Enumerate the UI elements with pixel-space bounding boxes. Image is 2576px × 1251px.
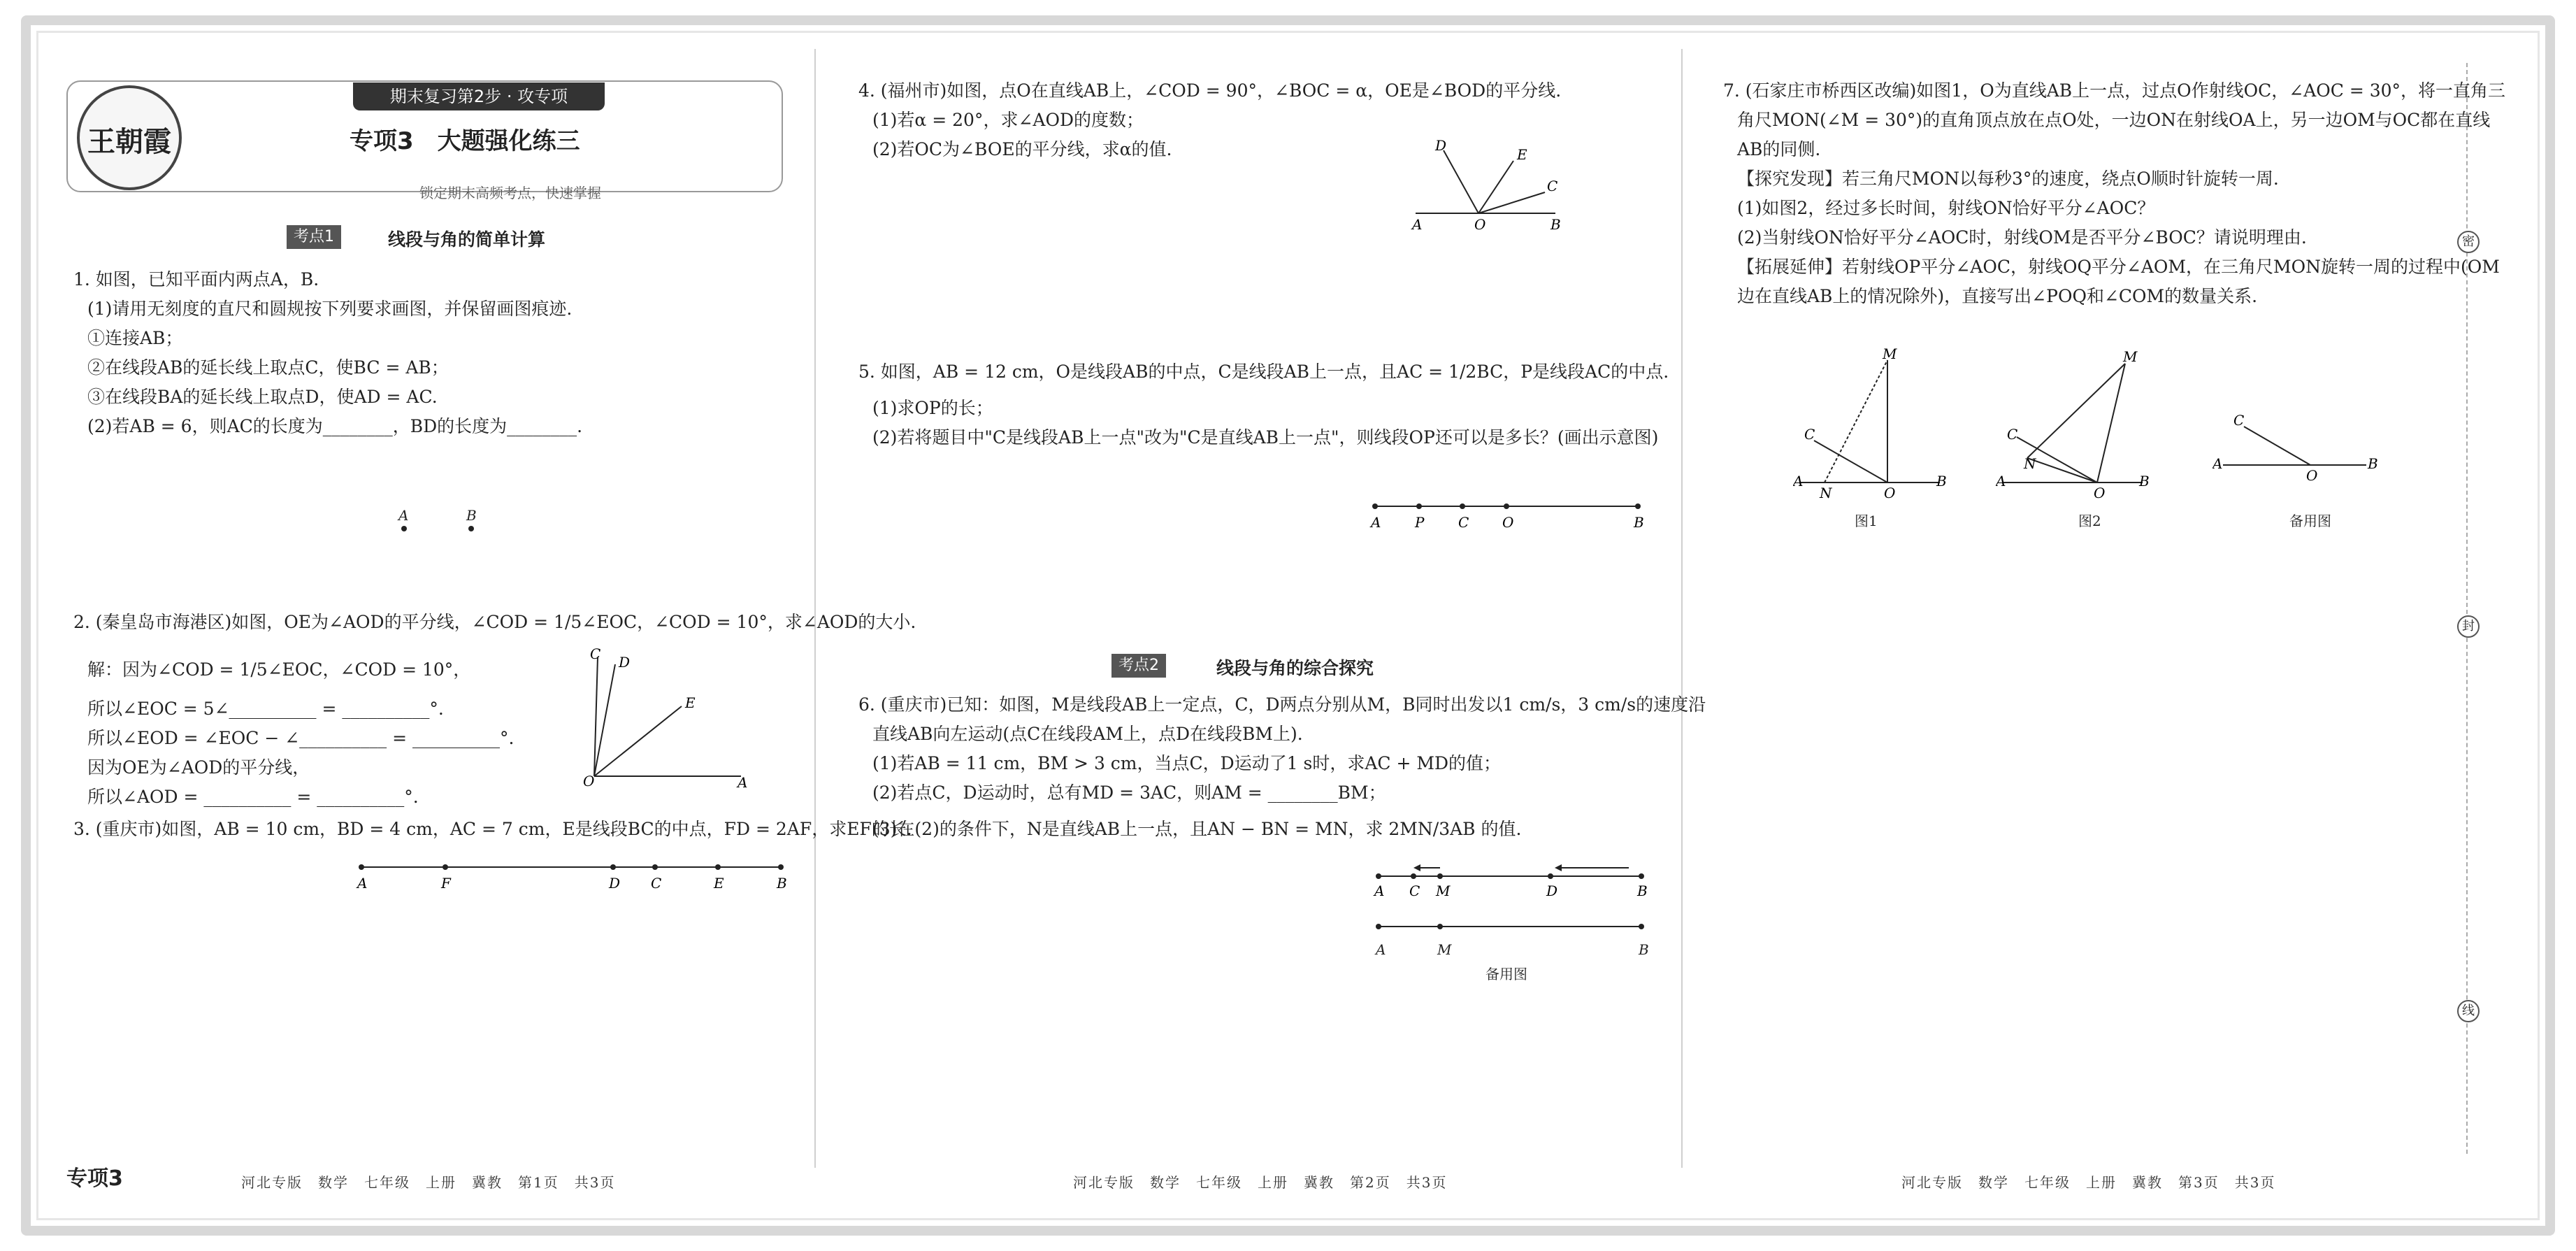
q5-line: (2)若将题目中"C是线段AB上一点"改为"C是直线AB上一点"，则线段OP还可以是多长？(画出示意图) <box>872 427 1659 448</box>
svg-text:B: B <box>1936 473 1947 489</box>
q1-line: 1. 如图，已知平面内两点A，B. <box>73 269 319 289</box>
svg-text:B: B <box>1634 514 1644 531</box>
spare-figure <box>2212 406 2380 489</box>
svg-text:B: B <box>1637 882 1648 899</box>
svg-text:B: B <box>777 875 787 892</box>
point-label: A <box>1376 941 1386 958</box>
svg-text:E: E <box>714 875 724 892</box>
svg-text:A: A <box>2212 455 2223 472</box>
point-b <box>468 526 474 531</box>
logo <box>77 85 182 190</box>
svg-text:P: P <box>1415 514 1425 531</box>
q4-line: (1)若α = 20°，求∠AOD的度数； <box>872 110 1144 130</box>
triangle-figure-2 <box>1996 346 2157 507</box>
svg-text:C: C <box>1547 178 1558 194</box>
svg-text:M: M <box>1883 346 1897 362</box>
section-tag: 考点2 <box>1111 654 1166 678</box>
triangle-figure-1 <box>1793 346 1954 507</box>
q5-line: 5. 如图，AB = 12 cm，O是线段AB的中点，C是线段AB上一点，且AC = 1/2BC，P是线段AC的中点. <box>858 362 1669 382</box>
section-title: 线段与角的简单计算 <box>388 229 546 250</box>
svg-text:A: A <box>1371 514 1381 531</box>
footer-page-1: 河北专版 数学 七年级 上册 冀教 第1页 共3页 <box>241 1174 616 1191</box>
q1-line: ②在线段AB的延长线上取点C，使BC = AB； <box>87 357 449 378</box>
segment-figure <box>1370 857 1657 941</box>
q7-line: 边在直线AB上的情况除外)，直接写出∠POQ和∠COM的数量关系. <box>1737 286 2258 306</box>
q1-line: (2)若AB = 6，则AC的长度为________，BD的长度为________. <box>87 416 583 436</box>
svg-text:B: B <box>2368 455 2378 472</box>
svg-text:C: C <box>1458 514 1469 531</box>
svg-text:M: M <box>2123 348 2138 365</box>
q2-line: 所以∠EOC = 5∠__________ = __________°. <box>87 699 444 719</box>
column-separator <box>1681 49 1683 1168</box>
svg-text:O: O <box>1502 514 1514 531</box>
svg-text:A: A <box>1374 882 1385 899</box>
q7-line: 【探究发现】若三角尺MON以每秒3°的速度，绕点O顺时针旋转一周. <box>1737 169 2279 189</box>
figure-caption: 备用图 <box>1485 966 1527 982</box>
q1-line: ①连接AB； <box>87 328 183 348</box>
svg-text:M: M <box>1436 882 1451 899</box>
q7-line: 【拓展延伸】若射线OP平分∠AOC，射线OQ平分∠AOM，在三角尺MON旋转一周的过程中(OM <box>1737 257 2500 277</box>
q7-line: 角尺MON(∠M = 30°)的直角顶点放在点O处，一边ON在射线OA上，另一边OM与OC都在直线 <box>1737 110 2491 130</box>
figure-caption: 图1 <box>1855 513 1878 529</box>
q5-line: (1)求OP的长； <box>872 398 993 418</box>
page-subtitle: 锁定期末高频考点，快速掌握 <box>419 185 601 201</box>
segment-figure <box>1367 498 1646 533</box>
q2-line: 因为OE为∠AOD的平分线， <box>87 757 310 778</box>
svg-text:C: C <box>1804 426 1815 443</box>
point-label: M <box>1437 941 1452 958</box>
section-title: 线段与角的综合探究 <box>1216 658 1374 678</box>
side-mark: 封 <box>2457 615 2480 638</box>
logo-text: 王朝霞 <box>87 125 171 158</box>
side-mark: 密 <box>2457 231 2480 253</box>
svg-text:O: O <box>1474 216 1486 233</box>
svg-text:C: C <box>1409 882 1420 899</box>
svg-text:A: A <box>357 875 368 892</box>
page-title: 专项3 大题强化练三 <box>350 127 580 155</box>
svg-text:E: E <box>685 694 696 711</box>
segment-figure <box>353 857 793 899</box>
q1-line: (1)请用无刻度的直尺和圆规按下列要求画图，并保留画图痕迹. <box>87 299 573 319</box>
angle-figure <box>573 643 755 797</box>
q4-line: 4. (福州市)如图，点O在直线AB上，∠COD = 90°，∠BOC = α，OE是∠BOD的平分线. <box>858 80 1562 101</box>
svg-text:B: B <box>1550 216 1561 233</box>
svg-text:D: D <box>609 875 621 892</box>
figure-caption: 备用图 <box>2289 513 2331 529</box>
svg-text:C: C <box>2233 412 2245 429</box>
svg-text:A: A <box>737 774 748 791</box>
svg-text:F: F <box>441 875 451 892</box>
q7-line: (2)当射线ON恰好平分∠AOC时，射线OM是否平分∠BOC？请说明理由. <box>1737 227 2307 248</box>
footer-mark: 专项3 <box>66 1166 123 1191</box>
column-separator <box>814 49 816 1168</box>
svg-text:D: D <box>1435 137 1447 154</box>
point-label: A <box>398 507 409 524</box>
svg-text:N: N <box>1820 485 1832 501</box>
side-mark: 线 <box>2457 1000 2480 1022</box>
q1-line: ③在线段BA的延长线上取点D，使AD = AC. <box>87 387 438 407</box>
angle-figure <box>1409 136 1569 234</box>
point-a <box>401 526 407 531</box>
svg-text:N: N <box>2024 455 2036 472</box>
q6-line: (2)若点C，D运动时，总有MD = 3AC，则AM = ________BM； <box>872 782 1386 803</box>
q7-line: AB的同侧. <box>1737 139 1821 159</box>
section-tag: 考点1 <box>287 225 341 249</box>
svg-text:O: O <box>1884 485 1896 501</box>
svg-text:C: C <box>651 875 662 892</box>
q6-line: 6. (重庆市)已知：如图，M是线段AB上一定点，C，D两点分别从M，B同时出发以1 cm/s，3 cm/s的速度沿 <box>858 694 1706 715</box>
q2-line: 所以∠EOD = ∠EOC − ∠__________ = __________°. <box>87 728 515 748</box>
svg-text:A: A <box>1412 216 1423 233</box>
q6-line: (1)若AB = 11 cm，BM > 3 cm，当点C，D运动了1 s时，求AC + MD的值； <box>872 753 1502 773</box>
svg-text:C: C <box>590 645 601 662</box>
point-label: B <box>1639 941 1649 958</box>
q2-line: 2. (秦皇岛市海港区)如图，OE为∠AOD的平分线，∠COD = 1/5∠EOC，∠COD = 10°，求∠AOD的大小. <box>73 612 916 632</box>
binding-line <box>2466 63 2468 1154</box>
q7-line: (1)如图2，经过多长时间，射线ON恰好平分∠AOC？ <box>1737 198 2155 218</box>
q6-line: (3)在(2)的条件下，N是直线AB上一点，且AN − BN = MN，求 2MN/3AB 的值. <box>872 819 1522 839</box>
svg-text:E: E <box>1517 146 1527 163</box>
q2-line: 所以∠AOD = __________ = __________°. <box>87 787 419 807</box>
svg-text:A: A <box>1793 473 1804 489</box>
svg-text:D: D <box>619 654 631 671</box>
q3-line: 3. (重庆市)如图，AB = 10 cm，BD = 4 cm，AC = 7 cm，E是线段BC的中点，FD = 2AF，求EF的长. <box>73 819 912 839</box>
svg-text:D: D <box>1546 882 1558 899</box>
footer-page-3: 河北专版 数学 七年级 上册 冀教 第3页 共3页 <box>1901 1174 2276 1191</box>
svg-text:B: B <box>2139 473 2150 489</box>
q2-line: 解：因为∠COD = 1/5∠EOC，∠COD = 10°， <box>87 659 471 680</box>
figure-caption: 图2 <box>2078 513 2101 529</box>
footer-page-2: 河北专版 数学 七年级 上册 冀教 第2页 共3页 <box>1073 1174 1448 1191</box>
svg-text:O: O <box>583 773 595 789</box>
svg-text:O: O <box>2306 467 2318 484</box>
header-tab: 期末复习第2步 · 攻专项 <box>353 83 605 110</box>
q7-line: 7. (石家庄市桥西区改编)如图1，O为直线AB上一点，过点O作射线OC，∠AOC = 30°，将一直角三 <box>1723 80 2506 101</box>
svg-text:A: A <box>1996 473 2006 489</box>
point-label: B <box>466 507 477 524</box>
svg-text:C: C <box>2007 426 2018 443</box>
svg-text:O: O <box>2094 485 2106 501</box>
q4-line: (2)若OC为∠BOE的平分线，求α的值. <box>872 139 1172 159</box>
q6-line: 直线AB向左运动(点C在线段AM上，点D在线段BM上). <box>872 724 1303 744</box>
